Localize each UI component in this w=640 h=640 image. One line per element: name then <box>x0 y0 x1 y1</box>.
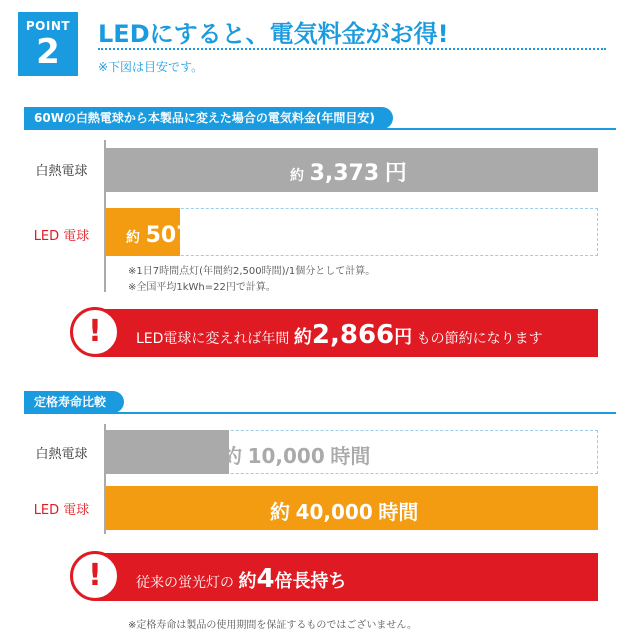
value: 40,000 <box>295 500 373 524</box>
cost-footnote-1: ※1日7時間点灯(年間約2,500時間)/1個分として計算。 <box>128 266 376 277</box>
callout-text-after: 倍長持ち <box>274 571 347 592</box>
prefix: 約 <box>222 444 242 468</box>
callout-text-before: 従来の蛍光灯の <box>136 575 234 591</box>
value-label-incandescent-life <box>222 440 370 469</box>
section2-heading: 定格寿命比較 <box>24 391 124 413</box>
lifetime-footnote: ※定格寿命は製品の使用期間を保証するものではございません。 <box>128 620 417 631</box>
callout-prefix: 約 <box>238 571 257 592</box>
subtitle-note: ※下図は目安です。 <box>98 60 204 74</box>
savings-callout-text <box>136 320 543 350</box>
unit: 時間 <box>330 444 371 468</box>
prefix: 約 <box>290 168 304 184</box>
value-label-led-life <box>270 496 418 525</box>
unit: 円 <box>197 223 220 248</box>
unit: 時間 <box>378 500 419 524</box>
value: 3,373 <box>309 161 380 186</box>
page-title: LEDにすると、電気料金がお得! <box>98 20 449 48</box>
callout-prefix: 約 <box>293 327 312 348</box>
prefix: 約 <box>126 230 140 246</box>
exclamation-icon: ! <box>70 551 120 601</box>
value: 507 <box>145 223 192 248</box>
callout-text-before: LED電球に変えれば年間 <box>136 331 290 347</box>
value-label-incandescent-cost <box>290 156 407 187</box>
section1-heading: 60Wの白熱電球から本製品に変えた場合の電気料金(年間目安) <box>24 107 393 129</box>
point-word: POINT <box>25 19 71 33</box>
prefix: 約 <box>270 500 290 524</box>
row-label-led-cost: LED 電球 <box>33 229 90 244</box>
row-label-incandescent-cost: 白熱電球 <box>35 164 88 179</box>
cost-footnote-2: ※全国平均1kWh=22円で計算。 <box>128 282 276 293</box>
title-divider <box>98 48 606 50</box>
lifetime-callout-text <box>136 564 347 594</box>
exclamation-icon: ! <box>70 307 120 357</box>
unit: 円 <box>384 161 407 186</box>
callout-text-after: もの節約になります <box>416 331 543 347</box>
bar-incandescent-life <box>106 430 229 474</box>
value-label-led-cost <box>126 218 219 249</box>
row-label-incandescent-life: 白熱電球 <box>35 447 88 462</box>
callout-amount: 2,866 <box>311 320 395 350</box>
point-badge <box>18 12 78 76</box>
row-label-led-life: LED 電球 <box>33 503 90 518</box>
section1-rule <box>24 128 616 130</box>
value: 10,000 <box>247 444 325 468</box>
section2-rule <box>24 412 616 414</box>
point-number: 2 <box>36 32 60 72</box>
callout-unit: 円 <box>394 327 413 348</box>
callout-multiplier: 4 <box>256 564 275 594</box>
